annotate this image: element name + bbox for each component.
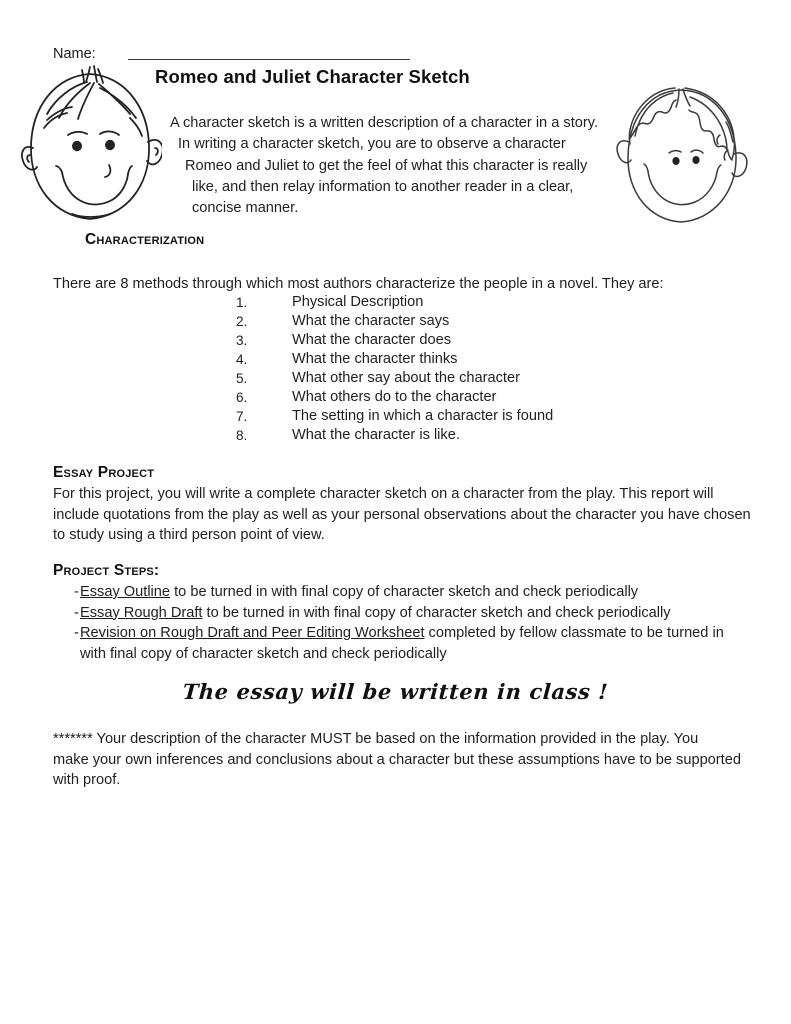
- name-field-row: [53, 44, 410, 62]
- list-item: [53, 582, 763, 603]
- list-item: [236, 407, 666, 426]
- essay-project-paragraph: [53, 484, 753, 546]
- boy-face-clipart-icon: [20, 62, 162, 230]
- essay-project-line: include quotations from the play as well as your personal observations about the character you have chosen: [53, 506, 751, 523]
- list-item-label: Physical Description: [292, 294, 424, 310]
- characterization-intro-text: There are 8 methods through which most authors characterize the people in a novel. They are:: [53, 276, 664, 292]
- step-rest: to be turned in with final copy of character sketch and check periodically: [170, 584, 639, 600]
- list-item-label: What the character does: [292, 332, 451, 348]
- step-text: [80, 603, 763, 624]
- step-continuation: with final copy of character sketch and check periodically: [80, 645, 447, 662]
- list-item: [236, 293, 666, 312]
- dash-bullet-icon: -: [74, 604, 79, 621]
- list-item: [236, 426, 666, 445]
- essay-project-line: to study using a third person point of view.: [53, 527, 325, 543]
- footnote-paragraph: [53, 729, 763, 791]
- section-heading-project-steps: Project Steps:: [53, 562, 160, 579]
- list-item: [236, 350, 666, 369]
- intro-line: concise manner.: [192, 200, 299, 217]
- section-heading-characterization: Characterization: [85, 231, 205, 248]
- step-underlined-label: Revision on Rough Draft and Peer Editing Worksheet: [80, 625, 425, 641]
- page-title: Romeo and Juliet Character Sketch: [155, 66, 470, 87]
- list-item-label: The setting in which a character is found: [292, 408, 554, 424]
- list-item-label: What other say about the character: [292, 370, 520, 386]
- essay-project-line: For this project, you will write a complete character sketch on a character from the play. This report will: [53, 486, 714, 502]
- step-underlined-label: Essay Outline: [80, 584, 171, 600]
- step-text: [80, 623, 763, 664]
- list-item: [53, 603, 763, 624]
- list-item-label: What the character thinks: [292, 351, 458, 367]
- list-item: [236, 312, 666, 331]
- list-item: [53, 623, 763, 664]
- list-item-number: 8.: [236, 428, 248, 443]
- list-item: [236, 369, 666, 388]
- characterization-methods-list: [236, 293, 666, 445]
- list-item-number: 2.: [236, 314, 248, 329]
- name-label: Name:: [53, 46, 96, 62]
- dash-bullet-icon: -: [74, 584, 79, 600]
- girl-face-clipart-icon: [615, 80, 751, 228]
- dash-bullet-icon: -: [74, 625, 79, 641]
- footnote-line: make your own inferences and conclusions about a character but these assumptions have to be supported: [53, 751, 741, 768]
- section-heading-essay-project: Essay Project: [53, 464, 155, 481]
- list-item: [236, 388, 666, 407]
- footnote-line: ******* Your description of the character MUST be based on the information provided in the play. You: [53, 731, 699, 747]
- list-item-number: 7.: [236, 409, 248, 424]
- intro-line: Romeo and Juliet to get the feel of what this character is really: [185, 157, 588, 174]
- list-item-label: What the character says: [292, 313, 450, 329]
- name-write-in-line[interactable]: [128, 59, 410, 60]
- intro-paragraph: [170, 113, 630, 219]
- list-item-label: What others do to the character: [292, 389, 497, 405]
- footnote-line: with proof.: [53, 772, 121, 788]
- intro-line: In writing a character sketch, you are to observe a character: [178, 136, 566, 153]
- list-item: [236, 331, 666, 350]
- list-item-number: 3.: [236, 333, 248, 348]
- list-item-number: 1.: [236, 295, 248, 310]
- list-item-number: 4.: [236, 352, 248, 367]
- list-item-label: What the character is like.: [292, 427, 460, 443]
- step-rest: completed by fellow classmate to be turned in: [424, 625, 724, 641]
- intro-line: like, and then relay information to another reader in a clear,: [192, 178, 574, 195]
- emphasis-statement: The essay will be written in class !: [181, 679, 610, 704]
- list-item-number: 5.: [236, 371, 248, 386]
- step-underlined-label: Essay Rough Draft: [80, 604, 203, 621]
- step-text: [80, 582, 763, 603]
- step-rest: to be turned in with final copy of character sketch and check periodically: [202, 604, 671, 621]
- project-steps-list: [53, 582, 763, 664]
- intro-line: A character sketch is a written description of a character in a story.: [170, 115, 598, 131]
- list-item-number: 6.: [236, 390, 248, 405]
